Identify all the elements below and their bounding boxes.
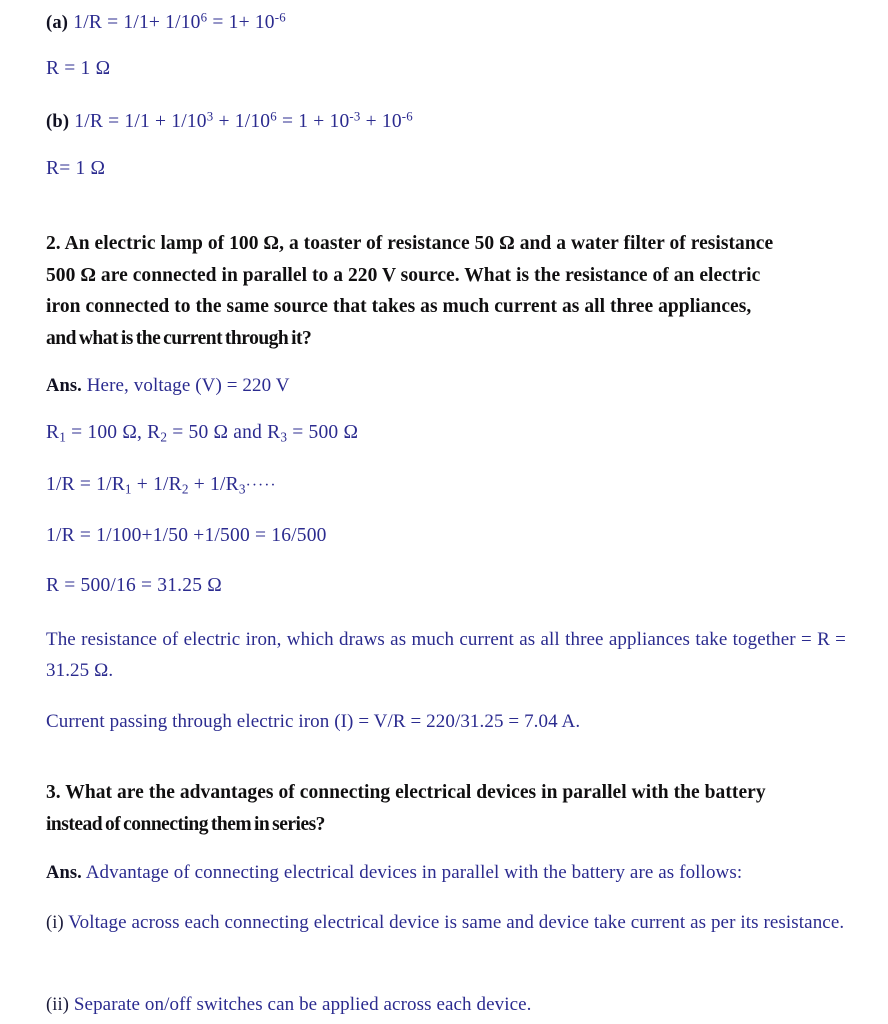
answer-3-point-ii [46, 990, 846, 1021]
answer-2-voltage-text: Here, voltage (V) = 220 V [86, 375, 290, 396]
question-2 [46, 228, 846, 354]
answer-2-conclusion: The resistance of electric iron, which draws as much current as all three appliances take together = R = 31.25 Ω. [46, 629, 846, 681]
answer-2-voltage [46, 372, 290, 400]
reciprocal-sub-1: 1 [124, 481, 132, 497]
equation-a-body: $1/R = 1/1+ 1/10^6 = 1+ 10^{-6}$ [73, 10, 286, 33]
equation-b [46, 111, 413, 133]
answer-2-label: Ans. [46, 376, 82, 396]
question-3 [46, 777, 846, 840]
reciprocal-sub-3: 3 [238, 481, 246, 497]
resistance-sub-2: 2 [160, 429, 168, 445]
question-2-line-2: 500 Ω are connected in parallel to a 220 V source. What is the resistance of an electric [46, 264, 761, 286]
answer-2-resistances: $R_1 = 100$ Ω, $R_2 = 50$ Ω and $R_3 = 500$ Ω [46, 422, 359, 445]
answer-3-intro-text: Advantage of connecting electrical devices in parallel with the battery are as follows: [85, 862, 743, 883]
question-3-line-1: 3. What are the advantages of connecting electrical devices in parallel with the battery [46, 782, 766, 803]
question-2-line-3: iron connected to the same source that takes as much current as all three appliances, [46, 296, 752, 318]
resistance-sub-1: 1 [59, 429, 67, 445]
answer-3-intro [46, 858, 846, 889]
answer-2-resistance-value: R = 500/16 = 31.25 Ω [46, 575, 222, 596]
ellipsis-dots: ····· [245, 477, 277, 494]
answer-3-point-i-label: (i) [46, 913, 64, 933]
question-2-line-1: 2. An electric lamp of 100 Ω, a toaster of resistance 50 Ω and a water filter of resistance [46, 233, 774, 254]
equation-b-result: R= 1 Ω [46, 158, 106, 179]
equation-a [46, 12, 286, 34]
equation-b-exponent-3: -3 [349, 109, 361, 124]
equation-a-exponent-1: 6 [200, 10, 208, 25]
equation-b-label: (b) [46, 112, 70, 132]
resistance-sub-3: 3 [280, 429, 288, 445]
equation-b-exponent-4: -6 [401, 109, 413, 124]
answer-3-point-i-text: Voltage across each connecting electrical device is same and device take current as per its resistance. [68, 912, 845, 933]
answer-3-label: Ans. [46, 863, 82, 883]
answer-2-reciprocal-formula: $1/R = 1/R_1 + 1/R_2 + 1/R_3\cdot\cdot\cdot\cdot\cdot$ [46, 474, 277, 497]
answer-2-sum-line: 1/R = 1/100+1/50 +1/500 = 16/500 [46, 525, 327, 546]
equation-a-label: (a) [46, 13, 69, 33]
answer-3-point-i [46, 908, 846, 939]
equation-b-exponent-1: 3 [206, 109, 214, 124]
equation-b-body: $1/R = 1/1 + 1/10^3 + 1/10^6 = 1 + 10^{-3} + 10^{-6}$ [74, 109, 413, 132]
answer-3-point-ii-label: (ii) [46, 995, 70, 1015]
equation-b-exponent-2: 6 [270, 109, 277, 124]
question-2-line-4: and what is the current through it? [46, 327, 312, 349]
answer-2-current: Current passing through electric iron (I) = V/R = 220/31.25 = 7.04 A. [46, 711, 581, 732]
equation-a-exponent-2: -6 [274, 10, 286, 25]
reciprocal-sub-2: 2 [181, 481, 189, 497]
equation-a-result: R = 1 Ω [46, 58, 111, 79]
question-3-line-2: instead of connecting them in series? [46, 813, 325, 835]
answer-3-point-ii-text: Separate on/off switches can be applied across each device. [73, 994, 532, 1015]
